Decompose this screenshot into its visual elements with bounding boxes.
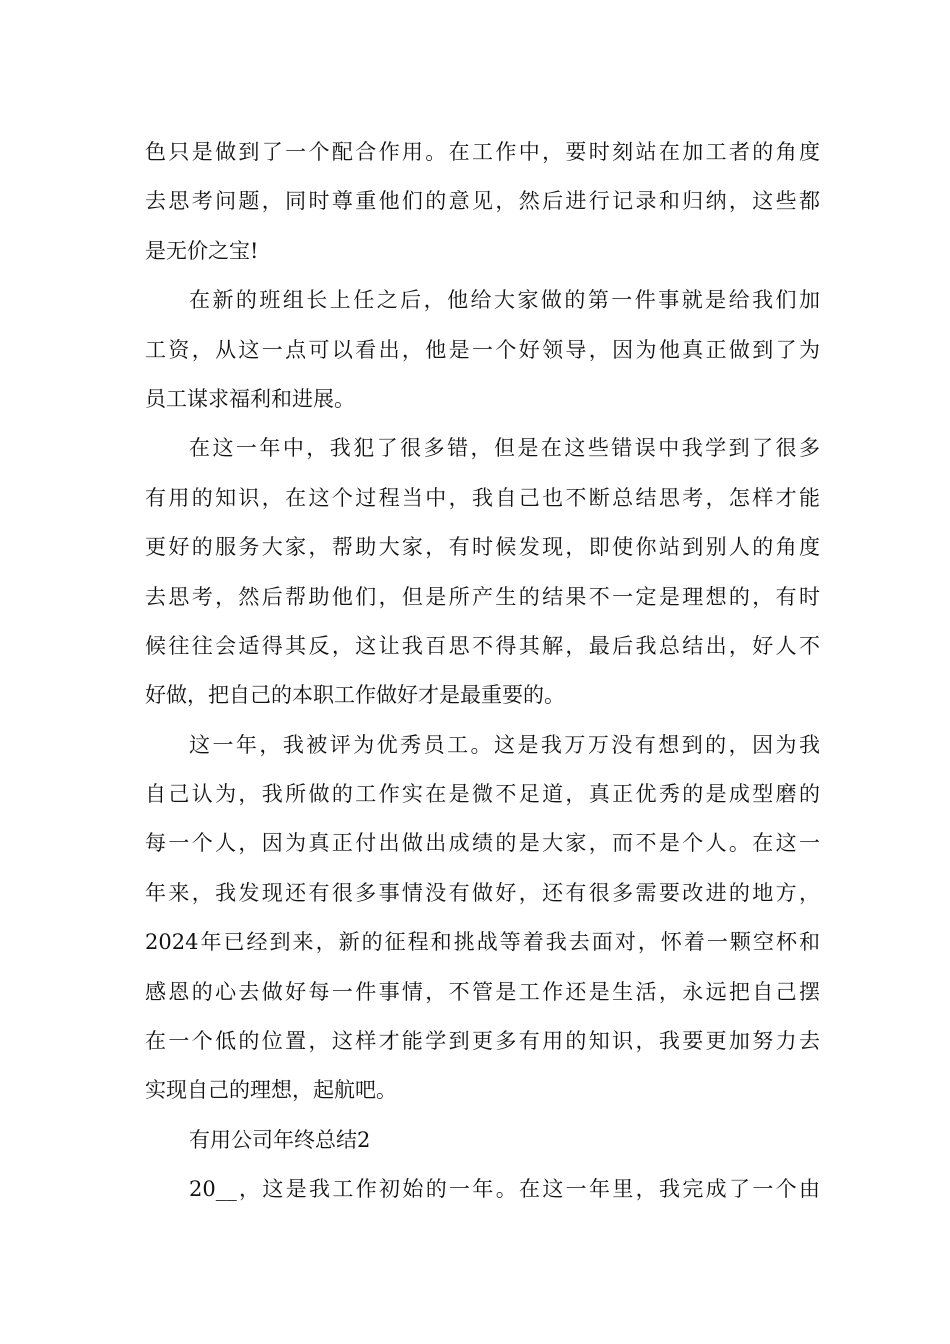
paragraph-line: 在这一年中，我犯了很多错，但是在这些错误中我学到了很多: [189, 436, 820, 461]
paragraph-line: 去思考问题，同时尊重他们的意见，然后进行记录和归纳，这些都: [145, 189, 820, 214]
paragraph-line: 年来，我发现还有很多事情没有做好，还有很多需要改进的地方，: [145, 880, 820, 905]
section-heading: 有用公司年终总结2: [189, 1127, 371, 1152]
paragraph-line: 自己认为，我所做的工作实在是微不足道，真正优秀的是成型磨的: [145, 782, 820, 807]
paragraph-line: 是无价之宝!: [145, 238, 259, 263]
paragraph-line: 在一个低的位置，这样才能学到更多有用的知识，我要更加努力去: [145, 1029, 820, 1054]
paragraph-line: 员工谋求福利和进展。: [145, 386, 355, 411]
document-body: [145, 128, 820, 1215]
paragraph-line: 好做，把自己的本职工作做好才是最重要的。: [145, 683, 565, 708]
paragraph-line: 有用的知识，在这个过程当中，我自己也不断总结思考，怎样才能: [145, 485, 820, 510]
paragraph-line: 候往往会适得其反，这让我百思不得其解，最后我总结出，好人不: [145, 633, 820, 658]
paragraph-line: 更好的服务大家，帮助大家，有时候发现，即使你站到别人的角度: [145, 535, 820, 560]
paragraph-line: 感恩的心去做好每一件事情，不管是工作还是生活，永远把自己摆: [145, 979, 820, 1004]
paragraph-line: 去思考，然后帮助他们，但是所产生的结果不一定是理想的，有时: [145, 584, 820, 609]
paragraph-line: 工资，从这一点可以看出，他是一个好领导，因为他真正做到了为: [145, 337, 820, 362]
paragraph-line: 色只是做到了一个配合作用。在工作中，要时刻站在加工者的角度: [145, 140, 820, 164]
paragraph-line: 20__，这是我工作初始的一年。在这一年里，我完成了一个由: [189, 1177, 820, 1202]
paragraph-line: 每一个人，因为真正付出做出成绩的是大家，而不是个人。在这一: [145, 831, 820, 856]
paragraph-line: 在新的班组长上任之后，他给大家做的第一件事就是给我们加: [189, 288, 820, 313]
paragraph-line: 实现自己的理想，起航吧。: [145, 1078, 397, 1103]
paragraph-line: 这一年，我被评为优秀员工。这是我万万没有想到的，因为我: [189, 732, 820, 757]
paragraph-line: 2024年已经到来，新的征程和挑战等着我去面对，怀着一颗空杯和: [145, 930, 820, 955]
